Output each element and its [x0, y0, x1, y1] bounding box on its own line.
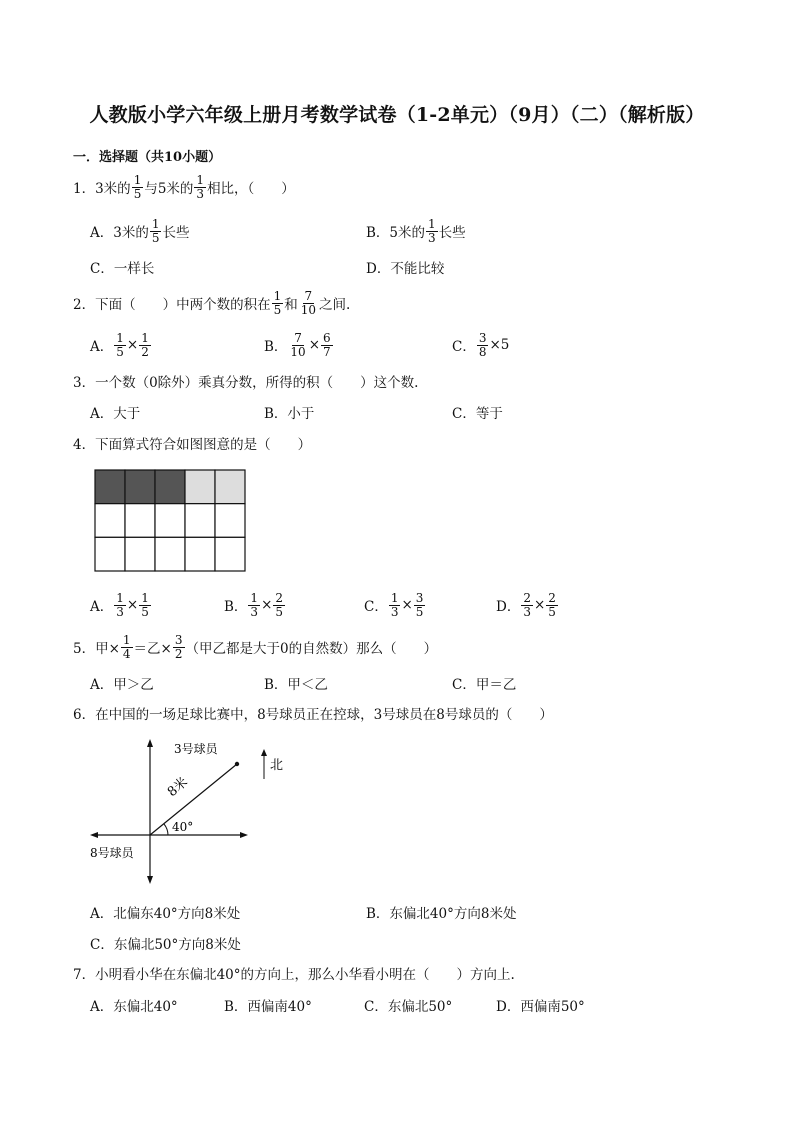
question-7: 7．小明看小华在东偏北40°的方向上，那么小华看小明在（ ）方向上. [73, 967, 515, 983]
question-4: 4．下面算式符合如图图意的是（ ） [73, 437, 312, 453]
q1-fraction-1: $\frac{1}{5}$ [133, 172, 142, 201]
q5-fraction-2: $\frac{3}{2}$ [174, 632, 183, 661]
q6-option-b[interactable]: B．东偏北40°方向8米处 [366, 906, 517, 922]
grid-cell [95, 537, 125, 571]
grid-cell [215, 504, 245, 538]
q1-text-2: 与5米的 [144, 181, 194, 197]
grid-cell [125, 470, 155, 504]
q7-option-c[interactable]: C．东偏北50° [364, 999, 453, 1015]
arrow-up-icon [147, 739, 153, 747]
question-3: 3．一个数（0除外）乘真分数，所得的积（ ）这个数. [73, 375, 419, 391]
q1-option-a[interactable]: A．3米的 $\frac{1}{5}$ 长些 [90, 216, 190, 245]
north-label: 北 [270, 758, 284, 773]
direction-line [150, 764, 237, 835]
player-3-label: 3号球员 [174, 742, 218, 756]
distance-label: 8米 [164, 774, 191, 801]
question-1 [73, 172, 295, 202]
question-5: 5． 甲× $\frac{1}{4}$ ＝乙× $\frac{3}{2}$ （甲乙都是大于0的自然数）那么（ ） [73, 632, 438, 661]
grid-cell [155, 470, 185, 504]
grid-cell [155, 537, 185, 571]
north-arrow-icon [261, 749, 267, 756]
angle-label: 40° [172, 820, 194, 834]
q4-option-a[interactable]: A． $\frac{1}{3}$ × $\frac{1}{5}$ [90, 590, 149, 619]
player-8-label: 8号球员 [90, 846, 134, 860]
q1-text-3: 相比，（ ） [207, 181, 295, 197]
grid-cell [95, 470, 125, 504]
q5-option-c[interactable]: C．甲＝乙 [452, 677, 517, 693]
q4-option-b[interactable]: B． $\frac{1}{3}$ × $\frac{2}{5}$ [224, 590, 284, 619]
q6-option-a[interactable]: A．北偏东40°方向8米处 [90, 906, 241, 922]
q1-option-b[interactable]: B．5米的 $\frac{1}{3}$ 长些 [366, 216, 466, 245]
grid-cell [185, 470, 215, 504]
q2-option-b[interactable]: B． $\frac{7}{10}$ × $\frac{6}{7}$ [264, 330, 331, 359]
player-3-point [235, 762, 239, 766]
grid-cell [95, 504, 125, 538]
q3-option-a[interactable]: A．大于 [90, 406, 141, 422]
grid-cell [125, 504, 155, 538]
arrow-right-icon [240, 832, 248, 838]
grid-cell [185, 504, 215, 538]
q7-option-b[interactable]: B．西偏南40° [224, 999, 312, 1015]
angle-arc [164, 824, 168, 835]
q7-option-a[interactable]: A．东偏北40° [90, 999, 178, 1015]
q6-direction-figure [88, 735, 288, 885]
question-2: 2． 下面（ ）中两个数的积在 $\frac{1}{5}$ 和 $\frac{7}{10}$ 之间. [73, 288, 351, 317]
q1-text-1: 3米的 [95, 181, 131, 197]
q3-option-c[interactable]: C．等于 [452, 406, 503, 422]
q2-fraction-2: $\frac{7}{10}$ [300, 288, 317, 317]
arrow-down-icon [147, 876, 153, 884]
q1-number: 1． [73, 181, 96, 197]
q1-option-d[interactable]: D．不能比较 [366, 261, 445, 277]
q7-option-d[interactable]: D．西偏南50° [496, 999, 585, 1015]
grid-cell [215, 537, 245, 571]
q3-option-b[interactable]: B．小于 [264, 406, 315, 422]
q2-fraction-1: $\frac{1}{5}$ [273, 288, 282, 317]
q4-grid-figure [94, 469, 246, 572]
q4-option-d[interactable]: D． $\frac{2}{3}$ × $\frac{2}{5}$ [496, 590, 556, 619]
q1-fraction-2: $\frac{1}{3}$ [196, 172, 205, 201]
q4-option-c[interactable]: C． $\frac{1}{3}$ × $\frac{3}{5}$ [364, 590, 424, 619]
grid-cell [155, 504, 185, 538]
grid-cell [215, 470, 245, 504]
q6-option-c[interactable]: C．东偏北50°方向8米处 [90, 937, 241, 953]
q5-option-b[interactable]: B．甲＜乙 [264, 677, 328, 693]
q1-b-fraction: $\frac{1}{3}$ [428, 216, 436, 245]
q2-option-a[interactable]: A． $\frac{1}{5}$ × $\frac{1}{2}$ [90, 330, 149, 359]
page-title: 人教版小学六年级上册月考数学试卷（1-2单元）（9月）（二）（解析版） [89, 104, 705, 126]
grid-cell [185, 537, 215, 571]
q5-option-a[interactable]: A．甲＞乙 [90, 677, 154, 693]
q5-fraction-1: $\frac{1}{4}$ [122, 632, 131, 661]
grid-cell [125, 537, 155, 571]
q2-option-c[interactable]: C． $\frac{3}{8}$ ×5 [452, 330, 510, 359]
section-heading: 一．选择题（共10小题） [73, 150, 222, 165]
q1-a-fraction: $\frac{1}{5}$ [151, 216, 160, 245]
arrow-left-icon [90, 832, 98, 838]
q1-option-c[interactable]: C．一样长 [90, 261, 155, 277]
question-6: 6．在中国的一场足球比赛中，8号球员正在控球，3号球员在8号球员的（ ） [73, 707, 553, 723]
